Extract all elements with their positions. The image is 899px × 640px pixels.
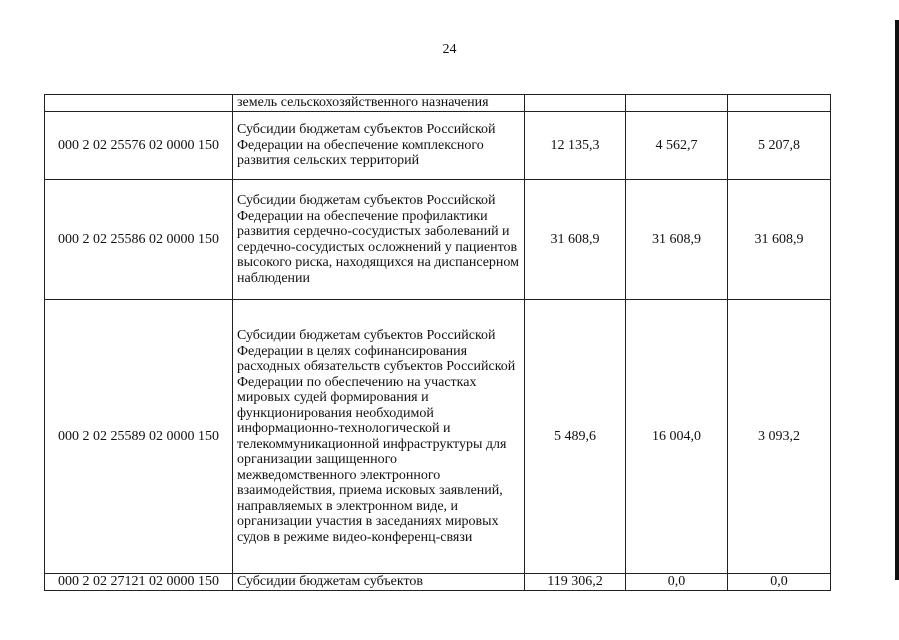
table-row <box>45 180 831 300</box>
table-row <box>45 300 831 574</box>
value-col-1: 12 135,3 <box>525 112 626 180</box>
value-col-1: 119 306,2 <box>525 574 626 591</box>
value-col-1 <box>525 95 626 112</box>
value-col-3: 31 608,9 <box>728 180 831 300</box>
value-col-2 <box>626 95 728 112</box>
value-col-2: 31 608,9 <box>626 180 728 300</box>
row-description: Субсидии бюджетам субъектов <box>233 574 525 591</box>
budget-code: 000 2 02 25586 02 0000 150 <box>45 180 233 300</box>
value-col-3: 3 093,2 <box>728 300 831 574</box>
value-col-3 <box>728 95 831 112</box>
value-col-2: 4 562,7 <box>626 112 728 180</box>
value-col-3: 0,0 <box>728 574 831 591</box>
row-description: Субсидии бюджетам субъектов Российской Федерации в целях софинансирования расходных обязательств субъектов Российской Федерации по обеспечению на участках мировых судей формирования и функционирования необходимой информационно-технологической и телекоммуникационной инфраструктуры для организации защищенного межведомственного электронного взаимодействия, приема исковых заявлений, направляемых в электронном виде, и организации участия в заседаниях мировых судов в режиме видео-конференц-связи <box>233 300 525 574</box>
table-row <box>45 574 831 591</box>
budget-code: 000 2 02 25576 02 0000 150 <box>45 112 233 180</box>
budget-code: 000 2 02 25589 02 0000 150 <box>45 300 233 574</box>
budget-code <box>45 95 233 112</box>
budget-table <box>44 94 831 591</box>
page-edge-line <box>895 20 899 580</box>
value-col-1: 5 489,6 <box>525 300 626 574</box>
budget-code: 000 2 02 27121 02 0000 150 <box>45 574 233 591</box>
value-col-2: 0,0 <box>626 574 728 591</box>
page-number: 24 <box>442 42 457 57</box>
value-col-1: 31 608,9 <box>525 180 626 300</box>
row-description: Субсидии бюджетам субъектов Российской Федерации на обеспечение комплексного развития сельских территорий <box>233 112 525 180</box>
row-description: земель сельскохозяйственного назначения <box>233 95 525 112</box>
table-row <box>45 95 831 112</box>
value-col-2: 16 004,0 <box>626 300 728 574</box>
row-description: Субсидии бюджетам субъектов Российской Федерации на обеспечение профилактики развития сердечно-сосудистых заболеваний и сердечно-сосудистых осложнений у пациентов высокого риска, находящихся на диспансерном наблюдении <box>233 180 525 300</box>
value-col-3: 5 207,8 <box>728 112 831 180</box>
table-row <box>45 112 831 180</box>
